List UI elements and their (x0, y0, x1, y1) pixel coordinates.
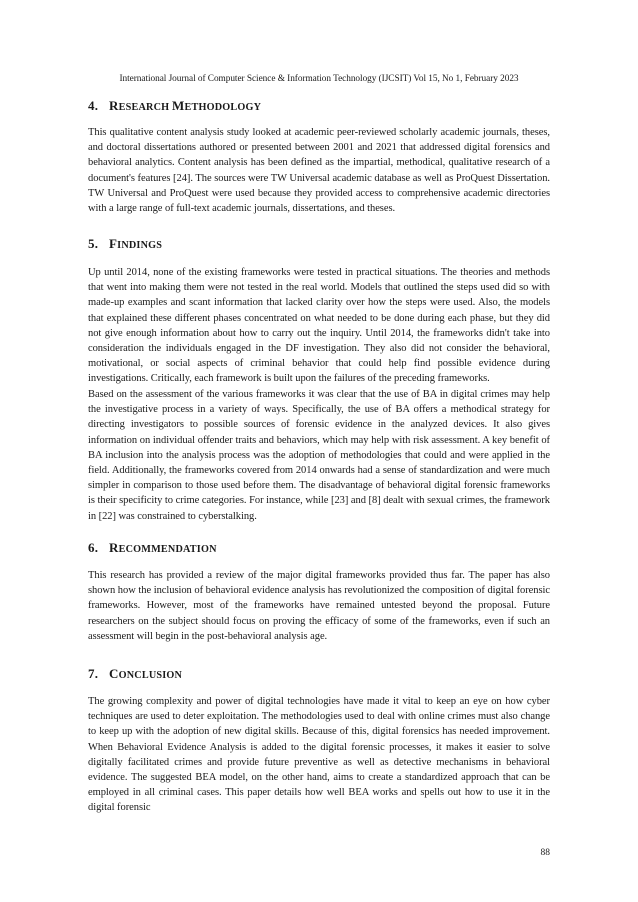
paragraph-methodology: This qualitative content analysis study looked at academic peer-reviewed scholarly academic journals, theses, and doctoral dissertations authored or presented between 2001 and 2021 that addressed digital forensics and behavioral analytics. Content analysis has been defined as the impartial, methodical, qualitative research of a document's features [24]. The sources were TW Universal academic database as well as ProQuest Dissertation. TW Universal and ProQuest were used because they provided access to comprehensive academic directories with a large range of full-text academic journals, dissertations, and theses. (88, 127, 550, 215)
paragraph-recommendation: This research has provided a review of the major digital frameworks provided thus far. The paper has also shown how the inclusion of behavioral evidence analysis has revolutionized the composition of digital forensic frameworks. However, most of the frameworks have remained untested beyond the proposal. Future researchers on the subject should focus on proving the efficacy of some of the frameworks, even if such an assessment will begin in the post-behavioral analysis age. (88, 570, 550, 642)
page-number: 88 (540, 848, 550, 858)
section-number: 7. (88, 666, 99, 681)
section-number: 5. (88, 236, 99, 251)
section-number: 6. (88, 540, 99, 555)
running-header: International Journal of Computer Science & Information Technology (IJCSIT) Vol 15, No 1, February 2023 (119, 74, 519, 84)
paragraph-findings-2: Based on the assessment of the various frameworks it was clear that the use of BA in digital crimes may help the investigative process in a variety of ways. Specifically, the use of BA offers a methodical strategy for directing investigators to possible sources of forensic evidence in the analyzed devices. It also gives information on individual offender traits and behaviors, which may help with risk assessment. A key benefit of BA inclusion into the analysis process was the adoption of methodologies that could and were applied in the field. Additionally, the frameworks covered from 2014 onwards had a sense of standardization and were much simpler in comparison to those used before them. The disadvantage of behavioral digital forensic frameworks is their specificity to crime categories. For instance, while [23] and [8] dealt with sexual crimes, the framework in [22] was constrained to cyberstalking. (88, 389, 550, 522)
paper-page (88, 0, 550, 902)
paragraph-findings-1: Up until 2014, none of the existing frameworks were tested in practical situations. The theories and methods that went into making them were not tested in the real world. Models that outlined the steps used did so with made-up examples and scant information that lacked clarity over how the steps were used. Also, the models that explained these different phases concentrated on what needed to be done during each phase, but they did not give enough information about how to carry out the inquiry. Until 2014, the frameworks didn't take into consideration the individuals engaged in the DF investigation. They also did not consider the behavioral, motivational, or social aspects of criminal behavior that could help find possible evidence during investigations. Critically, each framework is built upon the failures of the preceding frameworks. (88, 267, 550, 385)
paragraph-conclusion: The growing complexity and power of digital technologies have made it vital to keep an eye on how cyber techniques are used to deter exploitation. The methodologies used to deal with online crimes must also change to keep up with the adoption of new digital skills. Because of this, digital forensics has needed improvement. When Behavioral Evidence Analysis is added to the digital forensic processes, it makes it easier to solve digitally facilitated crimes and provide future preventive as well as detective mechanisms in behavioral evidence. The suggested BEA model, on the other hand, aims to create a standardized approach that can be employed in all criminal cases. This paper details how well BEA works and spells out how to use it in the digital forensic (88, 696, 550, 814)
section-heading-findings: 5. FINDINGS (88, 236, 163, 251)
section-number: 4. (88, 98, 99, 113)
section-heading-research-methodology: 4. RESEARCH METHODOLOGY (88, 98, 262, 113)
section-heading-conclusion: 7. CONCLUSION (88, 666, 183, 681)
section-heading-recommendation: 6. RECOMMENDATION (88, 540, 217, 555)
